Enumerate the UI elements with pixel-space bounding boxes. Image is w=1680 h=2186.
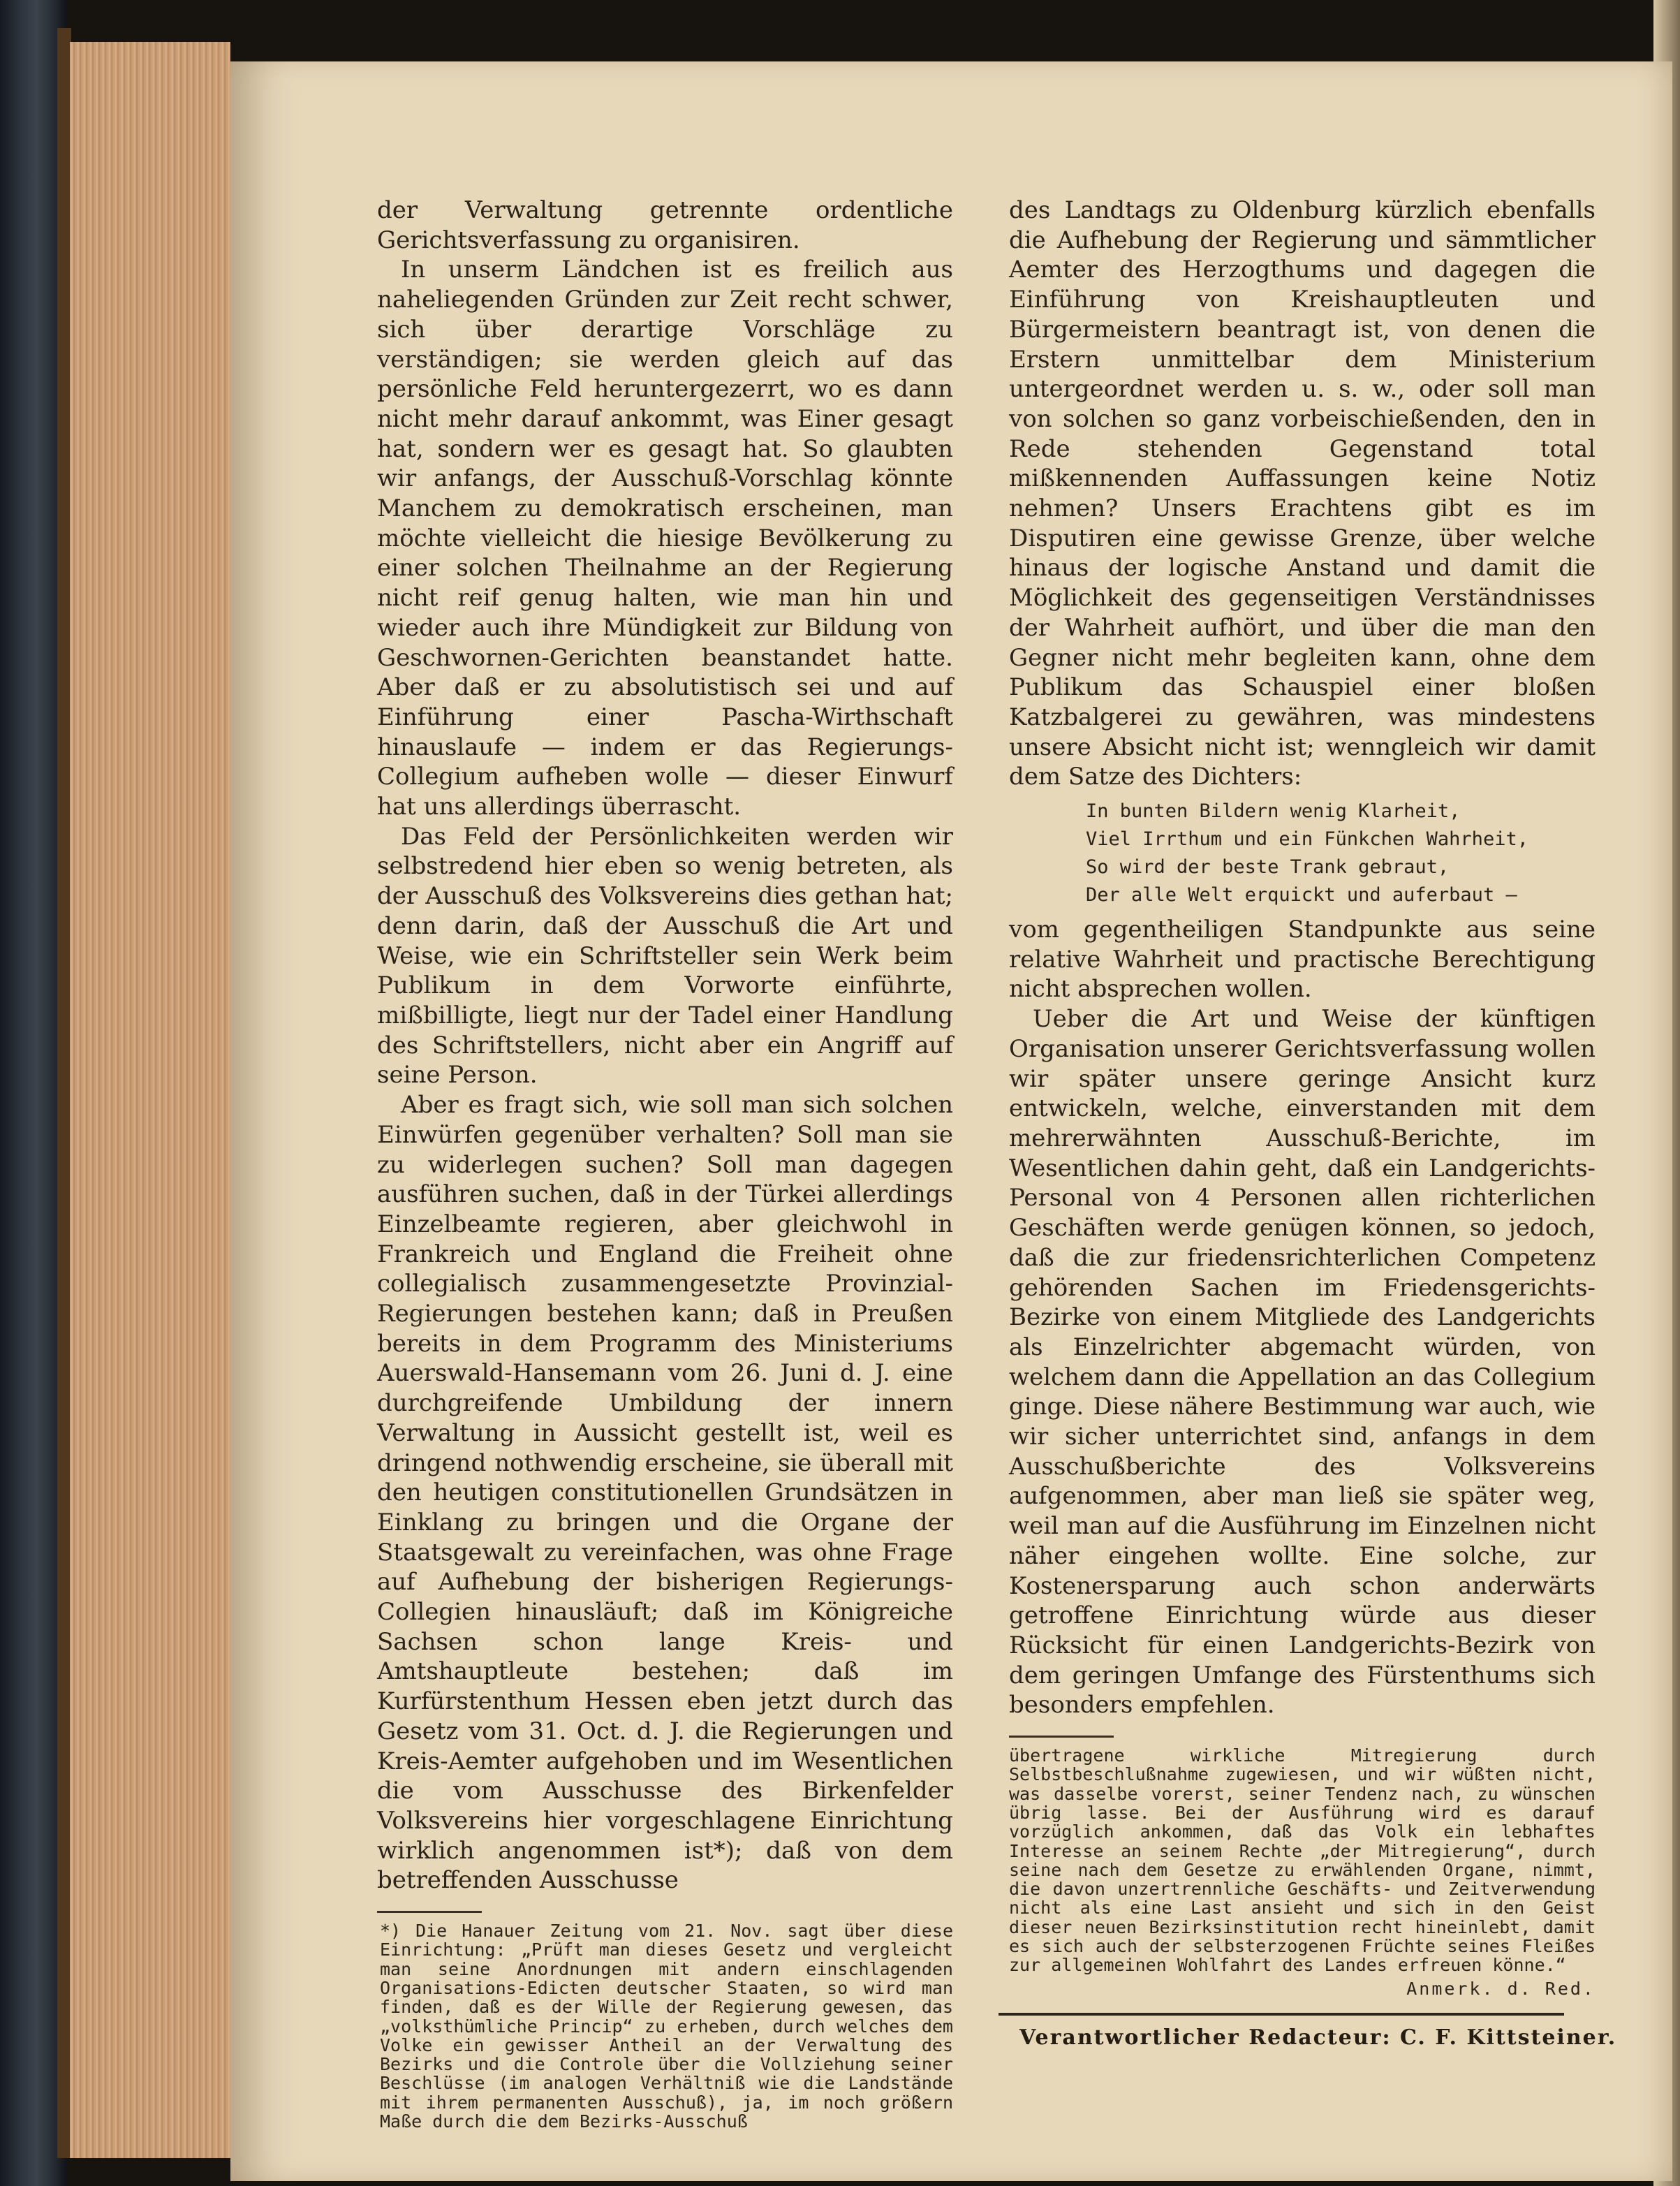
poem-quote (1086, 798, 1596, 909)
paragraph-continuation: des Landtags zu Oldenburg kürzlich ebenfalls die Aufhebung der Regierung und sämmtlicher Aemter des Herzogthums und dagegen die Einführung von Kreishauptleuten und Bürgermeistern beantragt ist, von denen die Erstern unmittelbar dem Ministerium untergeordnet werden u. s. w., oder soll man von solchen so ganz vorbeischießenden, den in Rede stehenden Gegenstand total mißkennenden Auffassungen keine Notiz nehmen? Unsers Erachtens gibt es im Disputiren eine gewisse Grenze, über welche hinaus der logische Anstand und damit die Möglichkeit des gegenseitigen Verständnisses der Wahrheit aufhört, und über die man den Gegner nicht mehr begleiten kann, ohne dem Publikum das Schauspiel einer bloßen Katzbalgerei zu gewähren, was mindestens unsere Absicht nicht ist; wenngleich wir damit dem Satze des Dichters: (1009, 196, 1596, 791)
paragraph: Ueber die Art und Weise der künftigen Organisation unserer Gerichtsverfassung wollen wir später unsere geringe Ansicht kurz entwickeln, welche, einverstanden mit dem mehrerwähnten Ausschuß-Berichte, im Wesentlichen dahin geht, daß ein Landgerichts-Personal von 4 Personen allen richterlichen Geschäften werde genügen können, so jedoch, daß die zur friedensrichterlichen Competenz gehörenden Sachen im Friedensgerichts-Bezirke von einem Mitgliede des Landgerichts als Einzelrichter abgemacht würden, von welchem dann die Appellation an das Collegium ginge. Diese nähere Bestimmung war auch, wie wir sicher unterrichtet sind, anfangs in dem Ausschußberichte des Volksvereins aufgenommen, aber man ließ sie später weg, weil man auf die Ausführung im Einzelnen nicht näher eingehen wollte. Eine solche, zur Kostenersparung auch schon anderwärts getroffene Einrichtung würde aus dieser Rücksicht für einen Landgerichts-Bezirk von dem geringen Umfange des Fürstenthums sich besonders empfehlen. (1009, 1005, 1596, 1719)
paragraph: vom gegentheiligen Standpunkte aus seine relative Wahrheit und practische Berechtigung nicht absprechen wollen. (1009, 916, 1596, 1004)
left-column (377, 196, 953, 2131)
poem-line: In bunten Bildern wenig Klarheit, (1086, 800, 1461, 823)
paragraph: Aber es fragt sich, wie soll man sich solchen Einwürfen gegenüber verhalten? Soll man sie zu widerlegen suchen? Soll man dagegen ausführen suchen, daß in der Türkei allerdings Einzelbeamte regieren, aber gleichwohl in Frankreich und England die Freiheit ohne collegialisch zusammengesetzte Provinzial-Regierungen bestehen kann; daß in Preußen bereits in dem Programm des Ministeriums Auerswald-Hansemann vom 26. Juni d. J. eine durchgreifende Umbildung der innern Verwaltung in Aussicht gestellt ist, weil es dringend nothwendig erscheine, sie überall mit den heutigen constitutionellen Grundsätzen in Einklang zu bringen und die Organe der Staatsgewalt zu vereinfachen, was ohne Frage auf Aufhebung der bisherigen Regierungs-Collegien hinausläuft; daß im Königreiche Sachsen schon lange Kreis- und Amtshauptleute bestehen; daß im Kurfürstenthum Hessen eben jetzt durch das Gesetz vom 31. Oct. d. J. die Regierungen und Kreis-Aemter aufgehoben und im Wesentlichen die vom Ausschusse des Birkenfelder Volksvereins hier vorgeschlagene Einrichtung wirklich angenommen ist*); daß von dem betreffenden Ausschusse (377, 1091, 953, 1895)
editor-imprint: Verantwortlicher Redacteur: C. F. Kittsteiner. (1019, 2025, 1617, 2050)
paragraph-continuation: der Verwaltung getrennte ordentliche Gerichtsverfassung zu organisiren. (377, 196, 953, 254)
page-edges (70, 42, 230, 2158)
paragraph: In unserm Ländchen ist es freilich aus naheliegenden Gründen zur Zeit recht schwer, sich über derartige Vorschläge zu verständigen; sie werden gleich auf das persönliche Feld heruntergezerrt, wo es dann nicht mehr darauf ankommt, was Einer gesagt hat, sondern wer es gesagt hat. So glaubten wir anfangs, der Ausschuß-Vorschlag könnte Manchem zu demokratisch erscheinen, man möchte vielleicht die hiesige Bevölkerung zu einer solchen Theilnahme an der Regierung nicht reif genug halten, wie man hin und wieder auch ihre Mündigkeit zur Bildung von Geschwornen-Gerichten beanstandet hatte. Aber daß er zu absolutistisch sei und auf Einführung einer Pascha-Wirthschaft hinauslaufe — indem er das Regierungs-Collegium aufheben wolle — dieser Einwurf hat uns allerdings überrascht. (377, 256, 953, 821)
poem-line: Der alle Welt erquickt und auferbaut — (1086, 884, 1517, 907)
poem-line: So wird der beste Trank gebraut, (1086, 856, 1450, 879)
footnote-continued: übertragene wirkliche Mitregierung durch Selbstbeschlußnahme zugewiesen, und wir wüßten nicht, was dasselbe vorerst, seiner Tendenz nach, zu wünschen übrig lasse. Bei der Ausführung wird es darauf vorzüglich ankommen, daß das Volk ein lebhaftes Interesse an seinem Rechte „der Mitregierung“, durch seine nach dem Gesetze zu erwählenden Organe, nimmt, die davon unzertrennliche Geschäfts- und Zeitverwendung nicht als eine Last ansieht und sich in den Geist dieser neuen Bezirksinstitution recht hineinlebt, damit es sich auch der selbsterzogenen Früchte seines Fleißes zur allgemeinen Wohlfahrt des Landes erfreuen könne.“ (1009, 1745, 1596, 1976)
footnote-divider (1009, 1736, 1114, 1738)
footnote-signature: Anmerk. d. Red. (1406, 1978, 1596, 1999)
right-column (1009, 196, 1596, 1998)
footnote: *) Die Hanauer Zeitung vom 21. Nov. sagt über diese Einrichtung: „Prüft man dieses Gesetz und vergleicht man seine Anordnungen mit andern einschlagenden Organisations-Edicten deutscher Staaten, so wird man finden, daß es der Wille der Regierung gewesen, das „volksthümliche Princip“ zu erheben, durch welches dem Volke ein gewisser Antheil an der Verwaltung des Bezirks und die Controle über die Vollziehung seiner Beschlüsse (im analogen Verhältniß wie die Landstände mit ihrem permanenten Ausschuß), ja, im noch größern Maße durch die dem Bezirks-Ausschuß (380, 1921, 953, 2132)
imprint-divider (999, 2013, 1564, 2016)
cover-edge (57, 28, 71, 2158)
paragraph: Das Feld der Persönlichkeiten werden wir selbstredend hier eben so wenig betreten, als der Ausschuß des Volksvereins dies gethan hat; denn darin, daß der Ausschuß die Art und Weise, wie ein Schriftsteller sein Werk beim Publikum in dem Vorworte einführte, mißbilligte, liegt nur der Tadel einer Handlung des Schriftstellers, nicht aber ein Angriff auf seine Person. (377, 822, 953, 1090)
poem-line: Viel Irrthum und ein Fünkchen Wahrheit, (1086, 828, 1528, 851)
footnote-divider (377, 1911, 482, 1913)
